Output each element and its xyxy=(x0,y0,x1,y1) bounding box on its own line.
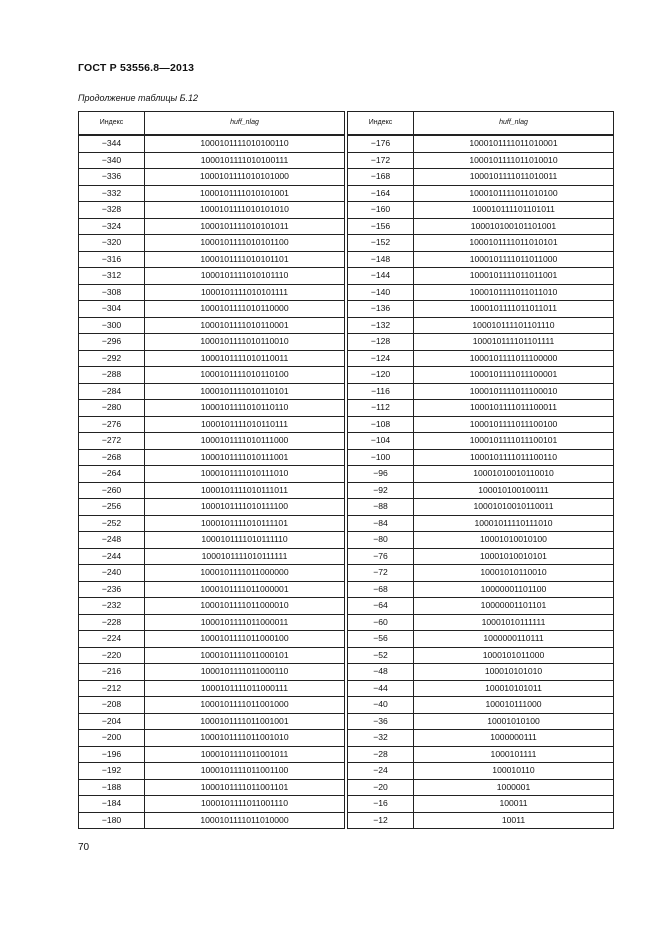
index-cell: −212 xyxy=(79,680,145,697)
table-row xyxy=(79,631,345,648)
table-row xyxy=(348,515,614,532)
code-cell: 10000001101100 xyxy=(414,581,614,598)
table-row xyxy=(348,466,614,483)
table-row xyxy=(79,301,345,318)
index-cell: −100 xyxy=(348,449,414,466)
index-cell: −300 xyxy=(79,317,145,334)
table-row xyxy=(348,812,614,829)
index-cell: −336 xyxy=(79,169,145,186)
code-cell: 10001010110010 xyxy=(414,565,614,582)
code-cell: 1000101111011000010 xyxy=(145,598,345,615)
code-cell: 1000101111011100110 xyxy=(414,449,614,466)
code-cell: 1000101111010111011 xyxy=(145,482,345,499)
code-table-left xyxy=(78,111,345,829)
table-row xyxy=(79,614,345,631)
index-cell: −12 xyxy=(348,812,414,829)
index-cell: −40 xyxy=(348,697,414,714)
index-cell: −104 xyxy=(348,433,414,450)
code-cell: 1000101111010110100 xyxy=(145,367,345,384)
table-row xyxy=(79,466,345,483)
code-cell: 1000101111011001101 xyxy=(145,779,345,796)
code-cell: 1000001 xyxy=(414,779,614,796)
index-cell: −140 xyxy=(348,284,414,301)
table-row xyxy=(79,449,345,466)
table-row xyxy=(348,730,614,747)
table-row xyxy=(79,548,345,565)
code-cell: 10001010100 xyxy=(414,713,614,730)
table-row xyxy=(348,367,614,384)
code-cell: 1000101111010110001 xyxy=(145,317,345,334)
table-row xyxy=(79,383,345,400)
code-cell: 1000101111011010001 xyxy=(414,135,614,152)
code-cell: 1000101111010100111 xyxy=(145,152,345,169)
table-row xyxy=(348,135,614,152)
index-cell: −200 xyxy=(79,730,145,747)
index-cell: −236 xyxy=(79,581,145,598)
code-cell: 1000101111011100001 xyxy=(414,367,614,384)
index-cell: −304 xyxy=(79,301,145,318)
code-cell: 1000101111010101010 xyxy=(145,202,345,219)
index-cell: −112 xyxy=(348,400,414,417)
code-cell: 1000101111010101110 xyxy=(145,268,345,285)
code-cell: 1000101111010101100 xyxy=(145,235,345,252)
table-row xyxy=(79,647,345,664)
table-row xyxy=(79,400,345,417)
table-row xyxy=(348,697,614,714)
table-row xyxy=(348,284,614,301)
code-cell: 1000101111011000011 xyxy=(145,614,345,631)
code-cell: 10001010010101 xyxy=(414,548,614,565)
code-cell: 100010111101101011 xyxy=(414,202,614,219)
table-row xyxy=(79,268,345,285)
table-row xyxy=(348,796,614,813)
index-cell: −288 xyxy=(79,367,145,384)
table-row xyxy=(348,202,614,219)
index-cell: −192 xyxy=(79,763,145,780)
table-row xyxy=(348,301,614,318)
index-cell: −260 xyxy=(79,482,145,499)
code-cell: 1000101111010101111 xyxy=(145,284,345,301)
table-row xyxy=(348,499,614,516)
index-cell: −180 xyxy=(79,812,145,829)
code-cell: 1000101111011010101 xyxy=(414,235,614,252)
code-cell: 100010101010 xyxy=(414,664,614,681)
table-row xyxy=(79,284,345,301)
code-cell: 1000101111011000001 xyxy=(145,581,345,598)
code-cell: 1000101111011011011 xyxy=(414,301,614,318)
code-cell: 1000101011000 xyxy=(414,647,614,664)
code-cell: 1000101111010111111 xyxy=(145,548,345,565)
table-row xyxy=(79,598,345,615)
index-cell: −84 xyxy=(348,515,414,532)
index-cell: −340 xyxy=(79,152,145,169)
table-row xyxy=(348,631,614,648)
index-cell: −332 xyxy=(79,185,145,202)
index-cell: −176 xyxy=(348,135,414,152)
index-cell: −52 xyxy=(348,647,414,664)
code-cell: 1000101111010111010 xyxy=(145,466,345,483)
table-row xyxy=(79,334,345,351)
index-cell: −240 xyxy=(79,565,145,582)
code-cell: 1000101111010100110 xyxy=(145,135,345,152)
code-cell: 10001010010110011 xyxy=(414,499,614,516)
code-cell: 100010111101101111 xyxy=(414,334,614,351)
table-row xyxy=(348,383,614,400)
index-cell: −164 xyxy=(348,185,414,202)
table-row xyxy=(348,268,614,285)
index-cell: −108 xyxy=(348,416,414,433)
code-cell: 1000101111010111110 xyxy=(145,532,345,549)
table-row xyxy=(348,350,614,367)
index-cell: −272 xyxy=(79,433,145,450)
table-row xyxy=(348,185,614,202)
table-row xyxy=(79,350,345,367)
index-cell: −136 xyxy=(348,301,414,318)
index-cell: −68 xyxy=(348,581,414,598)
table-row xyxy=(79,135,345,152)
table-row xyxy=(79,796,345,813)
table-row xyxy=(348,235,614,252)
table-row xyxy=(348,251,614,268)
code-cell: 1000101111010101101 xyxy=(145,251,345,268)
code-cell: 100010110 xyxy=(414,763,614,780)
code-cell: 1000000111 xyxy=(414,730,614,747)
table-row xyxy=(348,317,614,334)
index-cell: −20 xyxy=(348,779,414,796)
index-cell: −244 xyxy=(79,548,145,565)
index-cell: −32 xyxy=(348,730,414,747)
table-row xyxy=(348,614,614,631)
index-cell: −36 xyxy=(348,713,414,730)
code-cell: 1000101111011011000 xyxy=(414,251,614,268)
index-cell: −208 xyxy=(79,697,145,714)
table-row xyxy=(348,647,614,664)
index-cell: −56 xyxy=(348,631,414,648)
code-cell: 1000101111010101001 xyxy=(145,185,345,202)
index-cell: −328 xyxy=(79,202,145,219)
code-cell: 10001010010100 xyxy=(414,532,614,549)
index-cell: −132 xyxy=(348,317,414,334)
table-caption: Продолжение таблицы Б.12 xyxy=(78,93,199,103)
code-cell: 1000101111010110101 xyxy=(145,383,345,400)
index-cell: −144 xyxy=(348,268,414,285)
table-row xyxy=(79,763,345,780)
table-row xyxy=(348,746,614,763)
table-row xyxy=(79,235,345,252)
code-cell: 1000101111011100000 xyxy=(414,350,614,367)
code-cell: 1000000110111 xyxy=(414,631,614,648)
index-cell: −220 xyxy=(79,647,145,664)
index-cell: −156 xyxy=(348,218,414,235)
table-row xyxy=(79,532,345,549)
code-cell: 1000101111011001000 xyxy=(145,697,345,714)
table-row xyxy=(348,763,614,780)
table-row xyxy=(348,713,614,730)
index-cell: −256 xyxy=(79,499,145,516)
index-cell: −184 xyxy=(79,796,145,813)
document-header: ГОСТ Р 53556.8—2013 xyxy=(78,62,195,74)
table-row xyxy=(79,746,345,763)
code-cell: 1000101111011011010 xyxy=(414,284,614,301)
index-cell: −124 xyxy=(348,350,414,367)
code-cell: 1000101111011000100 xyxy=(145,631,345,648)
table-row xyxy=(79,499,345,516)
code-header: huff_nlag xyxy=(145,112,345,136)
code-cell: 1000101111010110110 xyxy=(145,400,345,417)
index-cell: −24 xyxy=(348,763,414,780)
index-cell: −128 xyxy=(348,334,414,351)
code-cell: 1000101111011001100 xyxy=(145,763,345,780)
index-cell: −232 xyxy=(79,598,145,615)
index-cell: −172 xyxy=(348,152,414,169)
code-cell: 1000101111010110111 xyxy=(145,416,345,433)
index-cell: −148 xyxy=(348,251,414,268)
index-cell: −324 xyxy=(79,218,145,235)
index-cell: −228 xyxy=(79,614,145,631)
code-table-right xyxy=(347,111,614,829)
code-cell: 1000101111010111001 xyxy=(145,449,345,466)
table-row xyxy=(79,812,345,829)
code-cell: 1000101111010111100 xyxy=(145,499,345,516)
code-cell: 100010100101101001 xyxy=(414,218,614,235)
index-header: Индекс xyxy=(348,112,414,136)
index-cell: −160 xyxy=(348,202,414,219)
table-row xyxy=(79,218,345,235)
index-cell: −264 xyxy=(79,466,145,483)
index-cell: −168 xyxy=(348,169,414,186)
code-cell: 10011 xyxy=(414,812,614,829)
code-cell: 1000101111011000110 xyxy=(145,664,345,681)
index-cell: −280 xyxy=(79,400,145,417)
index-cell: −92 xyxy=(348,482,414,499)
code-cell: 1000101111011100101 xyxy=(414,433,614,450)
table-row xyxy=(79,482,345,499)
code-cell: 1000101111010110000 xyxy=(145,301,345,318)
index-cell: −284 xyxy=(79,383,145,400)
code-cell: 1000101111011010100 xyxy=(414,185,614,202)
code-cell: 1000101111 xyxy=(414,746,614,763)
table-row xyxy=(79,433,345,450)
table-row xyxy=(348,565,614,582)
index-cell: −44 xyxy=(348,680,414,697)
index-cell: −216 xyxy=(79,664,145,681)
code-cell: 1000101111011010000 xyxy=(145,812,345,829)
code-cell: 100010111000 xyxy=(414,697,614,714)
index-cell: −316 xyxy=(79,251,145,268)
index-cell: −308 xyxy=(79,284,145,301)
index-cell: −96 xyxy=(348,466,414,483)
table-row xyxy=(348,680,614,697)
code-cell: 1000101111011001010 xyxy=(145,730,345,747)
table-row xyxy=(348,598,614,615)
code-cell: 1000101111010110011 xyxy=(145,350,345,367)
code-cell: 1000101111010101011 xyxy=(145,218,345,235)
code-cell: 1000101111011100011 xyxy=(414,400,614,417)
table-row xyxy=(79,152,345,169)
table-row xyxy=(348,664,614,681)
index-cell: −204 xyxy=(79,713,145,730)
page-number: 70 xyxy=(78,842,90,853)
table-row xyxy=(348,400,614,417)
index-cell: −312 xyxy=(79,268,145,285)
index-cell: −248 xyxy=(79,532,145,549)
code-cell: 1000101111010111101 xyxy=(145,515,345,532)
code-cell: 1000101111011000111 xyxy=(145,680,345,697)
index-cell: −76 xyxy=(348,548,414,565)
table-row xyxy=(348,218,614,235)
table-row xyxy=(79,664,345,681)
table-row xyxy=(348,152,614,169)
table-row xyxy=(79,730,345,747)
table-row xyxy=(348,779,614,796)
table-row xyxy=(79,565,345,582)
table-row xyxy=(79,367,345,384)
index-cell: −88 xyxy=(348,499,414,516)
table-row xyxy=(79,697,345,714)
index-cell: −28 xyxy=(348,746,414,763)
table-row xyxy=(348,482,614,499)
code-cell: 100010100100111 xyxy=(414,482,614,499)
table-row xyxy=(348,449,614,466)
table-row xyxy=(348,169,614,186)
index-cell: −292 xyxy=(79,350,145,367)
code-cell: 1000101111011010011 xyxy=(414,169,614,186)
table-row xyxy=(348,532,614,549)
table-row xyxy=(348,581,614,598)
table-row xyxy=(348,416,614,433)
code-cell: 1000101111011010010 xyxy=(414,152,614,169)
code-cell: 1000101111011100010 xyxy=(414,383,614,400)
code-cell: 100011 xyxy=(414,796,614,813)
code-cell: 1000101111011100100 xyxy=(414,416,614,433)
code-cell: 1000101111010111000 xyxy=(145,433,345,450)
index-cell: −268 xyxy=(79,449,145,466)
index-cell: −16 xyxy=(348,796,414,813)
table-row xyxy=(79,251,345,268)
table-row xyxy=(79,317,345,334)
code-cell: 10001010111111 xyxy=(414,614,614,631)
index-cell: −80 xyxy=(348,532,414,549)
index-cell: −48 xyxy=(348,664,414,681)
index-cell: −188 xyxy=(79,779,145,796)
table-row xyxy=(79,416,345,433)
table-row xyxy=(79,202,345,219)
code-cell: 100010101011 xyxy=(414,680,614,697)
table-row xyxy=(348,548,614,565)
index-header: Индекс xyxy=(79,112,145,136)
index-cell: −64 xyxy=(348,598,414,615)
table-row xyxy=(79,581,345,598)
code-cell: 1000101111011000101 xyxy=(145,647,345,664)
code-cell: 100010111101101110 xyxy=(414,317,614,334)
index-cell: −252 xyxy=(79,515,145,532)
table-row xyxy=(79,779,345,796)
table-row xyxy=(79,713,345,730)
code-cell: 10000001101101 xyxy=(414,598,614,615)
code-cell: 1000101111011001011 xyxy=(145,746,345,763)
code-cell: 1000101111010110010 xyxy=(145,334,345,351)
code-header: huff_nlag xyxy=(414,112,614,136)
index-cell: −196 xyxy=(79,746,145,763)
table-row xyxy=(79,169,345,186)
table-row xyxy=(79,185,345,202)
index-cell: −120 xyxy=(348,367,414,384)
code-cell: 1000101111011001110 xyxy=(145,796,345,813)
index-cell: −152 xyxy=(348,235,414,252)
index-cell: −320 xyxy=(79,235,145,252)
index-cell: −344 xyxy=(79,135,145,152)
index-cell: −60 xyxy=(348,614,414,631)
code-cell: 10001011110111010 xyxy=(414,515,614,532)
code-cell: 1000101111011001001 xyxy=(145,713,345,730)
code-cell: 1000101111010101000 xyxy=(145,169,345,186)
table-row xyxy=(348,334,614,351)
index-cell: −296 xyxy=(79,334,145,351)
code-cell: 1000101111011000000 xyxy=(145,565,345,582)
index-cell: −224 xyxy=(79,631,145,648)
table-row xyxy=(348,433,614,450)
index-cell: −276 xyxy=(79,416,145,433)
code-cell: 1000101111011011001 xyxy=(414,268,614,285)
code-cell: 10001010010110010 xyxy=(414,466,614,483)
index-cell: −116 xyxy=(348,383,414,400)
index-cell: −72 xyxy=(348,565,414,582)
table-row xyxy=(79,680,345,697)
table-row xyxy=(79,515,345,532)
